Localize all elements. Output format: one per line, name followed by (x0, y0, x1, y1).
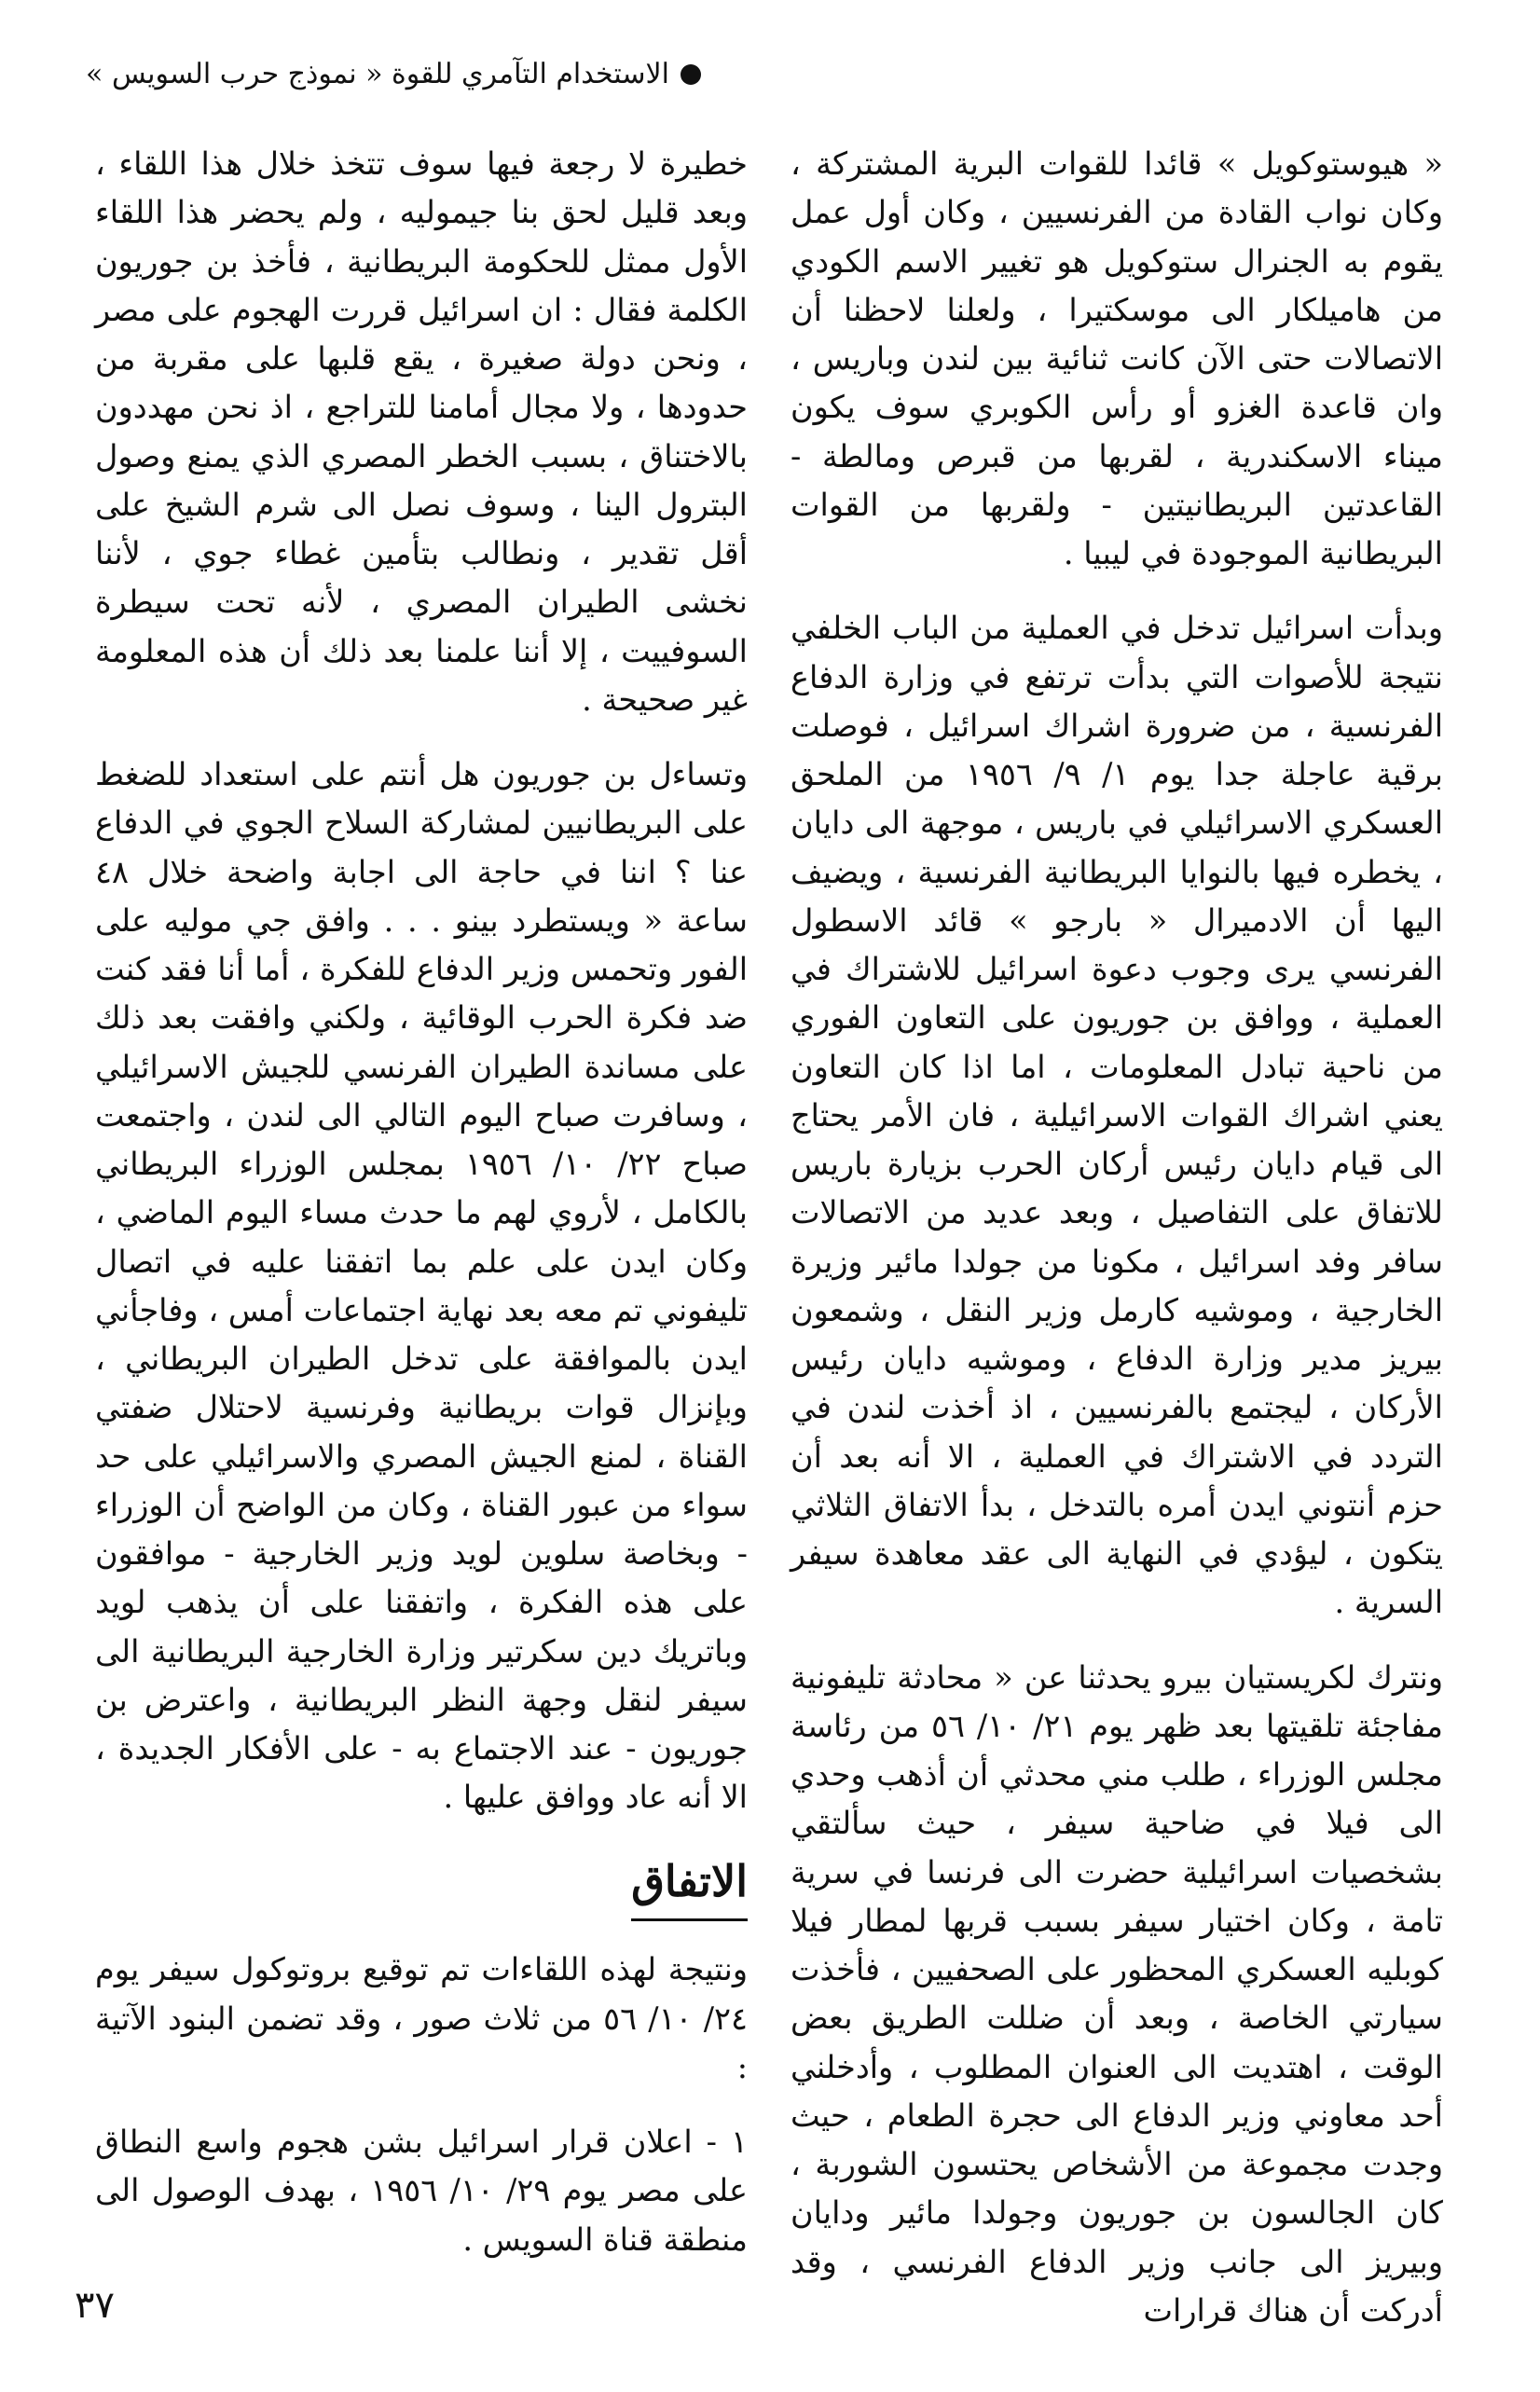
paragraph: ونترك لكريستيان بيرو يحدثنا عن « محادثة تليفونية مفاجئة تلقيتها بعد ظهر يوم ٢١/ ١٠/ ٥٦ من رئاسة مجلس الوزراء ، طلب مني محدثي أن أذهب وحدي الى فيلا في ضاحية سيفر ، حيث سألتقي بشخصيات اسرائيلية حضرت الى فرنسا في سرية تامة ، وكان اختيار سيفر بسبب قربها لمطار فيلا كوبليه العسكري المحظور على الصحفيين ، فأخذت سيارتي الخاصة ، وبعد أن ضللت الطريق بعض الوقت ، اهتديت الى العنوان المطلوب ، وأدخلني أحد معاوني وزير الدفاع الى حجرة الطعام ، حيث وجدت مجموعة من الأشخاص يحتسون الشوربة ، كان الجالسون بن جوريون وجولدا مائير ودايان وبيريز الى جانب وزير الدفاع الفرنسي ، وقد أدركت أن هناك قرارات (791, 1658, 1443, 2329)
page-number: ٣٧ (75, 2284, 115, 2327)
bullet-icon (681, 64, 701, 85)
paragraph: وبدأت اسرائيل تدخل في العملية من الباب الخلفي نتيجة للأصوات التي بدأت ترتفع في وزارة الدفاع الفرنسية ، من ضرورة اشراك اسرائيل ، فوصلت برقية عاجلة جدا يوم ١/ ٩/ ١٩٥٦ من الملحق العسكري الاسرائيلي في باريس ، موجهة الى دايان ، يخطره فيها بالنوايا البريطانية الفرنسية ، ويضيف اليها أن الادميرال « بارجو » قائد الاسطول الفرنسي يرى وجوب دعوة اسرائيل للاشتراك في العملية ، ووافق بن جوريون على التعاون الفوري من ناحية تبادل المعلومات ، اما اذا كان التعاون يعني اشراك القوات الاسرائيلية ، فان الأمر يحتاج الى قيام دايان رئيس أركان الحرب بزيارة باريس للاتفاق على التفاصيل ، وبعد عديد من الاتصالات سافر وفد اسرائيل ، مكونا من جولدا مائير وزيرة الخارجية ، وموشيه كارمل وزير النقل ، وشمعون بيريز مدير وزارة الدفاع ، وموشيه دايان رئيس الأركان ، ليجتمع بالفرنسيين ، اذ أخذت لندن في التردد في الاشتراك في العملية ، الا أنه بعد أن حزم أنتوني ايدن أمره بالتدخل ، بدأ الاتفاق الثلاثي يتكون ، ليؤدي في النهاية الى عقد معاهدة سيفر السرية . (791, 610, 1444, 1621)
paragraph: ونتيجة لهذه اللقاءات تم توقيع بروتوكول سيفر يوم ٢٤/ ١٠/ ٥٦ من ثلاث صور ، وقد تضمن البنود الآتية : (95, 1951, 749, 2085)
section-title: الاتفاق (631, 1849, 748, 1922)
running-header (86, 58, 701, 90)
paragraph: وتساءل بن جوريون هل أنتم على استعداد للضغط على البريطانيين لمشاركة السلاح الجوي في الدفاع عنا ؟ اننا في حاجة الى اجابة واضحة خلال ٤٨ ساعة « ويستطرد بينو . . . وافق جي موليه على الفور وتحمس وزير الدفاع للفكرة ، أما أنا فقد كنت ضد فكرة الحرب الوقائية ، ولكني وافقت بعد ذلك على مساندة الطيران الفرنسي للجيش الاسرائيلي ، وسافرت صباح اليوم التالي الى لندن ، واجتمعت صباح ٢٢/ ١٠/ ١٩٥٦ بمجلس الوزراء البريطاني بالكامل ، لأروي لهم ما حدث مساء اليوم الماضي ، وكان ايدن على علم بما اتفقنا عليه في اتصال تليفوني تم معه بعد نهاية اجتماعات أمس ، وفاجأني ايدن بالموافقة على تدخل الطيران البريطاني ، وبإنزال قوات بريطانية وفرنسية لاحتلال ضفتي القناة ، لمنع الجيش المصري والاسرائيلي على حد سواء من عبور القناة ، وكان من الواضح أن الوزراء - وبخاصة سلوين لويد وزير الخارجية - موافقون على هذه الفكرة ، واتفقنا على أن يذهب لويد وباتريك دين سكرتير وزارة الخارجية البريطانية الى سيفر لنقل وجهة النظر البريطانية ، واعترض بن جوريون - عند الاجتماع به - على الأفكار الجديدة ، الا أنه عاد ووافق عليها . (95, 756, 748, 1816)
paragraph: « هيوستوكويل » قائدا للقوات البرية المشتركة ، وكان نواب القادة من الفرنسيين ، وكان أول عمل يقوم به الجنرال ستوكويل هو تغيير الاسم الكودي من هاميلكار الى موسكتيرا ، ولعلنا لاحظنا أن الاتصالات حتى الآن كانت ثنائية بين لندن وباريس ، وان قاعدة الغزو أو رأس الكوبري سوف يكون ميناء الاسكندرية ، لقربها من قبرص ومالطة - القاعدتين البريطانيتين - ولقربها من القوات البريطانية الموجودة في ليبيا . (791, 145, 1443, 571)
right-column (791, 140, 1443, 2361)
paragraph: خطيرة لا رجعة فيها سوف تتخذ خلال هذا اللقاء ، وبعد قليل لحق بنا جيموليه ، ولم يحضر هذا اللقاء الأول ممثل للحكومة البريطانية ، فأخذ بن جوريون الكلمة فقال : ان اسرائيل قررت الهجوم على مصر ، ونحن دولة صغيرة ، يقع قلبها على مقربة من حدودها ، ولا مجال أمامنا للتراجع ، اذ نحن مهددون بالاختناق ، بسبب الخطر المصري الذي يمنع وصول البترول الينا ، وسوف نصل الى شرم الشيخ على أقل تقدير ، ونطالب بتأمين غطاء جوي ، لأننا نخشى الطيران المصري ، لأنه تحت سيطرة السوفييت ، إلا أننا علمنا بعد ذلك أن هذه المعلومة غير صحيحة . (95, 145, 748, 718)
left-column (95, 140, 748, 2290)
running-title: الاستخدام التآمري للقوة « نموذج حرب السويس » (86, 58, 669, 90)
paragraph: ١ - اعلان قرار اسرائيل بشن هجوم واسع النطاق على مصر يوم ٢٩/ ١٠/ ١٩٥٦ ، بهدف الوصول الى منطقة قناة السويس . (95, 2124, 748, 2258)
